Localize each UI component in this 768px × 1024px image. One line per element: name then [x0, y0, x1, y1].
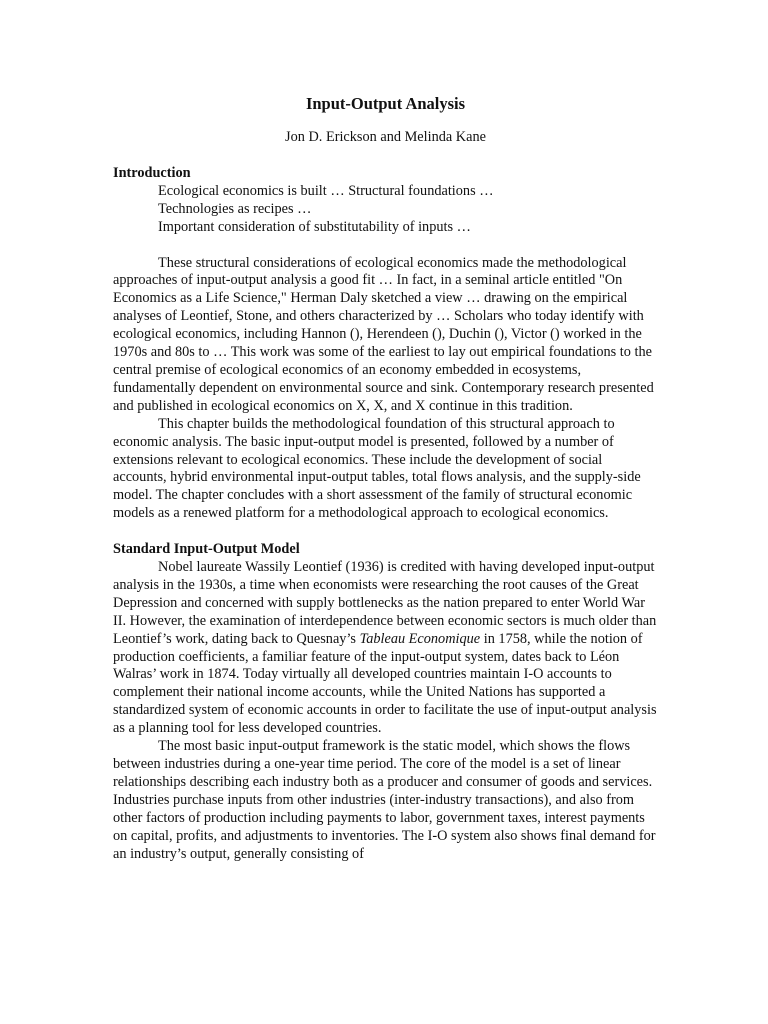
outline-item: Ecological economics is built … Structural foundations …	[158, 182, 494, 199]
document-title: Input-Output Analysis	[305, 94, 466, 113]
outline-item: Important consideration of substitutability of inputs …	[158, 218, 471, 235]
spacer	[113, 237, 658, 255]
introduction-paragraph: This chapter builds the methodological foundation of this structural approach to economic analysis. The basic input-output model is presented, followed by a number of extensions relevant to ecological economics. These include the development of social accounts, hybrid environmental input-output tables, total flows analysis, and the supply-side model. The chapter concludes with a short assessment of the family of structural economic models as a renewed platform for a methodological approach to ecological economics.	[113, 415, 641, 522]
paragraph-text: Nobel laureate Wassily Leontief (1936) is credited with having developed input-output analysis in the 1930s, a time when economists were researching the root causes of the Great Depression and concerned with supply bottlenecks as the nation prepared to enter World War II. However, the examination of interdependence between economic sectors is much older than Leontief’s work, dating back to Quesnay’s	[113, 559, 657, 647]
outline-item: Technologies as recipes …	[158, 200, 312, 217]
book-title-italic: Tableau Economique	[359, 630, 481, 647]
document-authors: Jon D. Erickson and Melinda Kane	[285, 129, 486, 145]
spacer	[113, 523, 658, 541]
introduction-heading: Introduction	[113, 164, 191, 181]
introduction-paragraph: These structural considerations of ecological economics made the methodological approaches of input-output analysis a good fit … In fact, in a seminal article entitled "On Economics as a Life Science," Herman Daly sketched a view … drawing on the empirical analyses of Leontief, Stone, and others characterized by … Scholars who today identify with ecological economics, including Hannon (), Herendeen (), Duchin (), Victor () worked in the 1970s and 80s to … This work was some of the earliest to lay out empirical foundations to the central premise of ecological economics of an economy embedded in ecosystems, fundamentally dependent on environmental source and sink. Contemporary research presented and published in ecological economics on X, X, and X continue in this tradition.	[113, 254, 654, 414]
standard-model-heading: Standard Input-Output Model	[113, 541, 300, 558]
document-page	[113, 94, 658, 863]
standard-model-paragraph: The most basic input-output framework is the static model, which shows the flows between industries during a one-year time period. The core of the model is a set of linear relationships describing each industry both as a producer and consumer of goods and services. Industries purchase inputs from other industries (inter-industry transactions), and also from other factors of production including payments to labor, government taxes, interest payments on capital, profits, and adjustments to inventories. The I-O system also shows final demand for an industry’s output, generally consisting of	[113, 738, 656, 862]
standard-model-paragraph	[113, 559, 658, 738]
paragraph-text: in 1758, while the notion of production coefficients, a familiar feature of the input-output system, dates back to Léon Walras’ work in 1874. Today virtually all developed countries maintain I-O accounts to complement their national income accounts, while the United Nations has supported a standardized system of economic accounts in order to facilitate the use of input-output analysis as a planning tool for less developed countries.	[113, 630, 657, 737]
